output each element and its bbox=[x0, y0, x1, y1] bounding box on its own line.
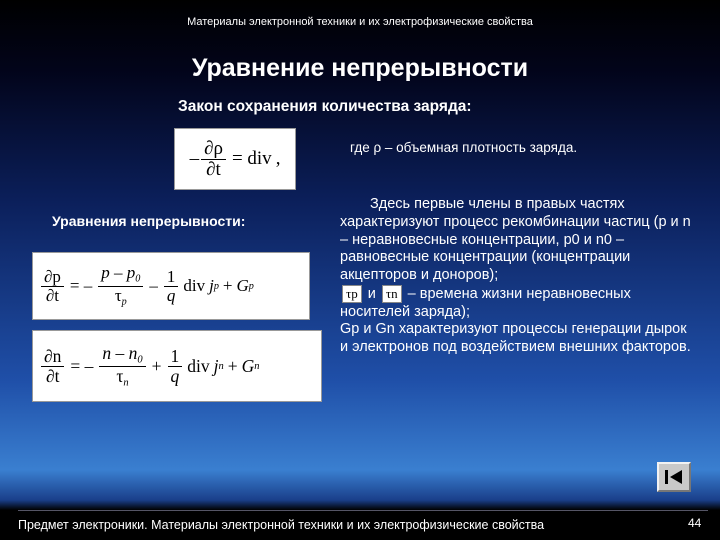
equals-minus: = – bbox=[69, 276, 93, 295]
top-caption: Материалы электронной техники и их электрофизические свойства bbox=[187, 16, 533, 28]
j: j bbox=[213, 355, 219, 376]
equals-minus: = – bbox=[70, 355, 94, 376]
slide-title: Уравнение непрерывности bbox=[191, 54, 529, 82]
denominator: ∂t bbox=[45, 365, 60, 386]
numerator: 1 bbox=[164, 268, 179, 287]
formula-p-fraction-2 bbox=[98, 264, 143, 308]
continuity-formula-electrons bbox=[32, 330, 322, 402]
numerator: 1 bbox=[168, 347, 183, 366]
tau-n-symbol: τn bbox=[382, 285, 402, 303]
formula-n-fraction-3 bbox=[168, 347, 183, 385]
plus: + bbox=[227, 355, 238, 376]
subscript: 0 bbox=[135, 273, 141, 285]
plus: + bbox=[222, 276, 233, 295]
numerator: ∂n bbox=[41, 347, 64, 366]
explanation-paragraph-2 bbox=[340, 285, 698, 321]
plus: + bbox=[151, 355, 162, 376]
subscript: n bbox=[254, 360, 260, 372]
numerator bbox=[98, 264, 143, 286]
subscript: p bbox=[213, 280, 219, 292]
formula-p-fraction-3 bbox=[164, 268, 179, 305]
explanation-text bbox=[340, 196, 698, 357]
tau: τ bbox=[116, 365, 124, 386]
equations-label: Уравнения непрерывности: bbox=[52, 213, 246, 229]
denominator bbox=[112, 287, 130, 308]
lifetime-text: – времена жизни неравновесных носителей заряда); bbox=[340, 285, 631, 320]
minus: – bbox=[149, 276, 158, 295]
denominator bbox=[113, 367, 131, 389]
fraction-numerator: ∂ρ bbox=[201, 139, 226, 160]
first-slide-icon bbox=[663, 468, 685, 486]
subscript: p bbox=[121, 296, 127, 308]
first-slide-button[interactable] bbox=[657, 462, 691, 492]
formula-minus: – bbox=[189, 148, 200, 169]
page-number: 44 bbox=[688, 516, 702, 530]
footer-text: Предмет электроники. Материалы электронной техники и их электрофизические свойства bbox=[18, 518, 545, 532]
formula-n-fraction-2 bbox=[99, 344, 145, 388]
numerator bbox=[99, 344, 145, 367]
explanation-paragraph-3: Gp и Gn характеризуют процессы генерации дырок и электронов под воздействием внешних факторов. bbox=[340, 321, 691, 356]
subscript: p bbox=[248, 280, 254, 292]
footer-divider bbox=[18, 510, 708, 511]
formula-rhs: = div bbox=[231, 148, 272, 169]
denominator: q bbox=[170, 365, 180, 386]
formula-p-fraction-1 bbox=[41, 268, 64, 305]
numerator-text: p – p bbox=[101, 263, 136, 283]
formula-n-fraction-1 bbox=[41, 347, 64, 385]
and-word: и bbox=[367, 285, 376, 302]
G: G bbox=[236, 276, 249, 295]
continuity-formula-holes bbox=[32, 252, 310, 320]
subscript: n bbox=[123, 377, 129, 389]
denominator: q bbox=[166, 285, 176, 305]
fraction-denominator: ∂t bbox=[206, 158, 221, 180]
subscript: 0 bbox=[137, 354, 143, 366]
j: j bbox=[209, 276, 214, 295]
slide-subtitle: Закон сохранения количества заряда: bbox=[178, 98, 472, 115]
tau-p-symbol: τp bbox=[342, 285, 362, 303]
numerator-text: n – n bbox=[102, 342, 138, 363]
where-note: где ρ – объемная плотность заряда. bbox=[350, 140, 578, 155]
tau: τ bbox=[114, 285, 122, 305]
div: div bbox=[187, 355, 210, 376]
G: G bbox=[241, 355, 255, 376]
subscript: n bbox=[218, 360, 224, 372]
continuity-formula-charge bbox=[174, 128, 296, 190]
div: div bbox=[183, 276, 206, 295]
denominator: ∂t bbox=[45, 285, 60, 305]
formula-fraction bbox=[201, 139, 226, 180]
explanation-paragraph-1: Здесь первые члены в правых частях характеризуют процесс рекомбинации частиц (p и n – неравновесные концентрации, p0 и n0 – равновесные концентрации (концентрации акцепторов и доноров); bbox=[340, 196, 691, 284]
formula-comma: , bbox=[275, 148, 281, 169]
numerator: ∂p bbox=[41, 268, 64, 287]
